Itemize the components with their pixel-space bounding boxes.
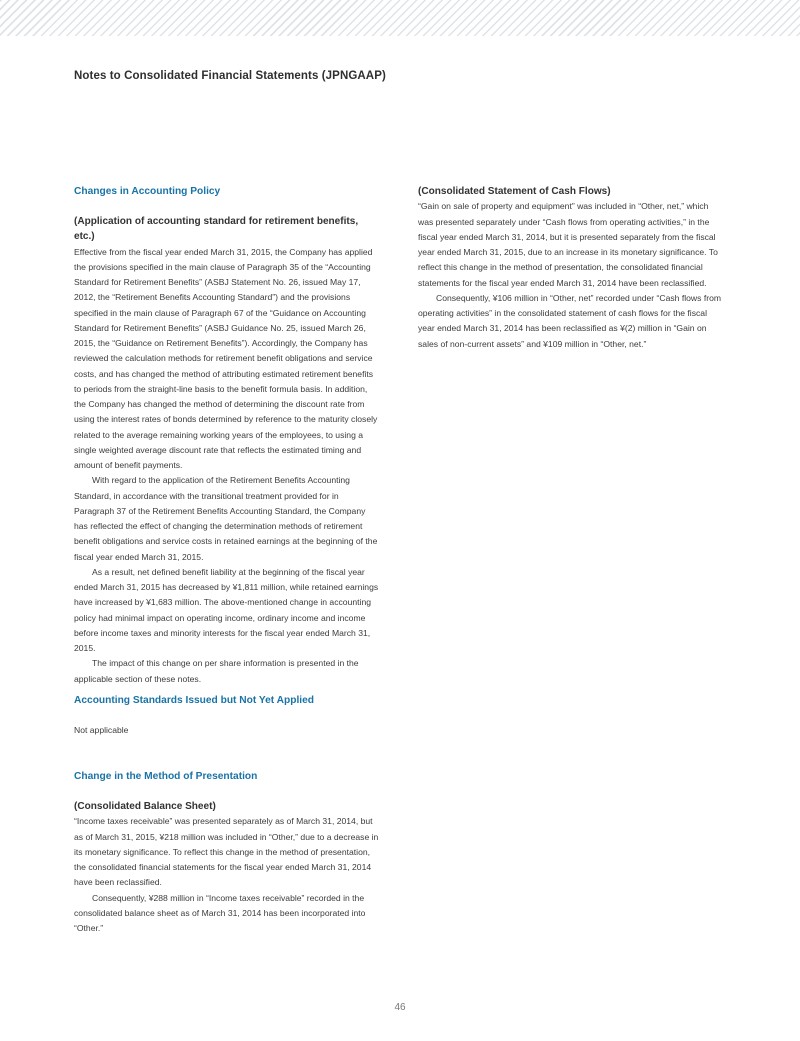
not-yet-applied-text: Not applicable <box>74 724 129 735</box>
spacer <box>74 199 380 214</box>
balance-sheet-paragraph: “Income taxes receivable” was presented separately as of March 31, 2014, but as of March 31, 2015, ¥218 million was included in “Other,” due to a decrease in its monetary significance. To reflect this change in the method of presentation, the consolidated financial statements for the fiscal year ended March 31, 2014 have been reclassified. <box>74 816 379 888</box>
not-yet-applied-heading: Accounting Standards Issued but Not Yet Applied <box>74 694 314 706</box>
spacer <box>74 784 380 799</box>
balance-sheet-paragraph: Consequently, ¥288 million in “Income taxes receivable” recorded in the consolidated balance sheet as of March 31, 2014 has been incorporated into “Other.” <box>74 892 366 933</box>
balance-sheet-subheading: (Consolidated Balance Sheet) <box>74 801 216 812</box>
accounting-policy-paragraph: The impact of this change on per share information is presented in the applicable section of these notes. <box>74 658 359 684</box>
page-title: Notes to Consolidated Financial Statements (JPNGAAP) <box>74 70 386 82</box>
retirement-benefits-subheading: (Application of accounting standard for retirement benefits, etc.) <box>74 216 359 243</box>
cash-flows-paragraph: Consequently, ¥106 million in “Other, net” recorded under “Cash flows from operating activities” in the consolidated statement of cash flows for the fiscal year ended March 31, 2014 has been reclassified as ¥(2) million in “Gain on sales of non-current assets” and ¥109 million in “Other, net.” <box>418 292 722 349</box>
accounting-policy-paragraph: With regard to the application of the Retirement Benefits Accounting Standard, in accordance with the transitional treatment provided for in Paragraph 37 of the Retirement Benefits Accounting Standard, the Company has reflected the effect of changing the determination methods of retirement benefit obligations and service costs in retained earnings at the beginning of the fiscal year ended March 31, 2015. <box>74 475 378 562</box>
presentation-heading: Change in the Method of Presentation <box>74 771 258 782</box>
right-column <box>418 184 724 352</box>
spacer <box>74 708 380 723</box>
cash-flows-subheading: (Consolidated Statement of Cash Flows) <box>418 186 611 197</box>
left-column <box>74 184 380 936</box>
accounting-policy-paragraph: As a result, net defined benefit liability at the beginning of the fiscal year ended March 31, 2015 has decreased by ¥1,811 million, while retained earnings have increased by ¥1,683 million. The above-mentioned change in accounting policy had minimal impact on operating income, ordinary income and income before income taxes and minority interests for the fiscal year ended March 31, 2015. <box>74 566 379 653</box>
page-number: 46 <box>394 1002 406 1013</box>
cash-flows-paragraph: “Gain on sale of property and equipment” was included in “Other, net,” which was presented separately under “Cash flows from operating activities,” in the fiscal year ended March 31, 2014, but it is presented separately from the fiscal year ended March 31, 2015, due to an increase in its monetary significance. To reflect this change in the method of presentation, the consolidated financial statements for the fiscal year ended March 31, 2014 have been reclassified. <box>418 201 718 288</box>
accounting-policy-heading: Changes in Accounting Policy <box>74 186 221 197</box>
spacer <box>74 738 380 769</box>
decorative-header-band <box>0 0 800 36</box>
accounting-policy-paragraph: Effective from the fiscal year ended March 31, 2015, the Company has applied the provisions specified in the main clause of Paragraph 35 of the “Accounting Standard for Retirement Benefits” (ASBJ Statement No. 26, issued May 17, 2012, the “Retirement Benefits Accounting Standard”) and the provisions specified in the main clause of Paragraph 67 of the “Guidance on Accounting Standard for Retirement Benefits” (ASBJ Guidance No. 25, issued March 26, 2015, the “Guidance on Retirement Benefits”). Accordingly, the Company has reviewed the calculation methods for retirement benefit obligations and service costs, and has changed the method of attributing estimated retirement benefits to periods from the straight-line basis to the benefit formula basis. In addition, the Company has changed the method of determining the discount rate from using the interest rates of bonds determined by reference to the maturity closely related to the average remaining working years of the employees, to using a single weighted average discount rate that reflects the estimated timing and amount of benefit payments. <box>74 246 378 470</box>
